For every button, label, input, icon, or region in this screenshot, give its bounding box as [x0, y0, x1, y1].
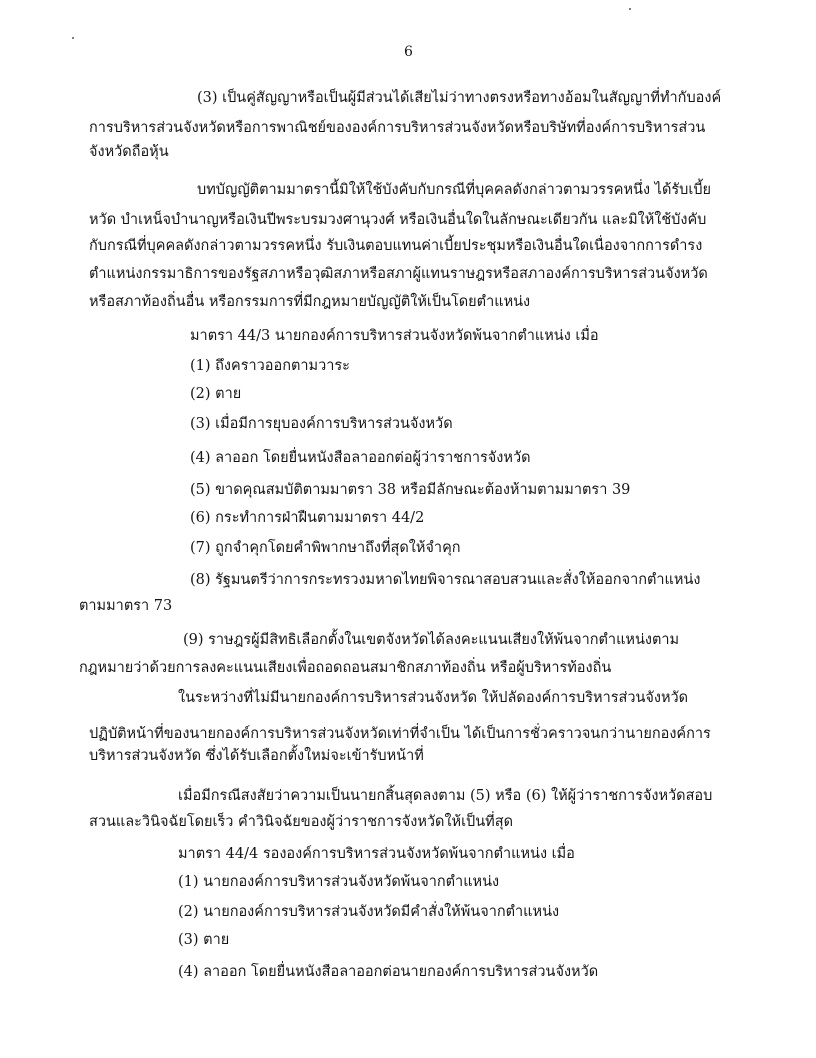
section-44-3-item-8: (8) รัฐมนตรีว่าการกระทรวงมหาดไทยพิจารณาสอบสวนและสั่งให้ออกจากตำแหน่ง [190, 572, 701, 588]
section-44-3-heading: มาตรา 44/3 นายกองค์การบริหารส่วนจังหวัดพ้นจากตำแหน่ง เมื่อ [190, 328, 599, 344]
section-44-3-item-8-continued: ตามมาตรา 73 [79, 598, 173, 614]
section-44-3-item-1: (1) ถึงคราวออกตามวาระ [190, 358, 350, 374]
clause-3-line-2: การบริหารส่วนจังหวัดหรือการพาณิชย์ขององค์การบริหารส่วนจังหวัดหรือบริษัทที่องค์การบริหารส่วน [89, 120, 706, 136]
section-44-3-item-7: (7) ถูกจำคุกโดยคำพิพากษาถึงที่สุดให้จำคุก [190, 540, 461, 556]
exception-paragraph-line-4: ตำแหน่งกรรมาธิการของรัฐสภาหรือวุฒิสภาหรือสภาผู้แทนราษฎรหรือสภาองค์การบริหารส่วนจังหวัด [89, 266, 708, 282]
exception-paragraph-line-2: หวัด บำเหน็จบำนาญหรือเงินปีพระบรมวงศานุวงศ์ หรือเงินอื่นใดในลักษณะเดียวกัน และมิให้ใช้บังคับ [89, 212, 707, 228]
section-44-3-item-9-continued: กฎหมายว่าด้วยการลงคะแนนเสียงเพื่อถอดถอนสมาชิกสภาท้องถิ่น หรือผู้บริหารท้องถิ่น [79, 660, 612, 676]
section-44-3-item-5: (5) ขาดคุณสมบัติตามมาตรา 38 หรือมีลักษณะต้องห้ามตามมาตรา 39 [190, 482, 631, 498]
doubt-paragraph-line-1: เมื่อมีกรณีสงสัยว่าความเป็นนายกสิ้นสุดลงตาม (5) หรือ (6) ให้ผู้ว่าราชการจังหวัดสอบ [178, 788, 713, 804]
scan-speck [629, 8, 631, 10]
interim-paragraph-line-1: ในระหว่างที่ไม่มีนายกองค์การบริหารส่วนจังหวัด ให้ปลัดองค์การบริหารส่วนจังหวัด [178, 690, 689, 706]
clause-3-line-1: (3) เป็นคู่สัญญาหรือเป็นผู้มีส่วนได้เสียไม่ว่าทางตรงหรือทางอ้อมในสัญญาที่ทำกับองค์ [197, 90, 722, 106]
section-44-4-item-3: (3) ตาย [178, 932, 230, 948]
section-44-4-item-4: (4) ลาออก โดยยื่นหนังสือลาออกต่อนายกองค์การบริหารส่วนจังหวัด [178, 964, 599, 980]
doubt-paragraph-line-2: สวนและวินิจฉัยโดยเร็ว คำวินิจฉัยของผู้ว่าราชการจังหวัดให้เป็นที่สุด [89, 814, 513, 830]
section-44-3-item-6: (6) กระทำการฝ่าฝืนตามมาตรา 44/2 [190, 510, 425, 526]
page-number: 6 [404, 44, 413, 60]
section-44-3-item-9: (9) ราษฎรผู้มีสิทธิเลือกตั้งในเขตจังหวัดได้ลงคะแนนเสียงให้พ้นจากตำแหน่งตาม [183, 632, 680, 648]
clause-3-line-3: จังหวัดถือหุ้น [89, 144, 169, 160]
section-44-3-item-2: (2) ตาย [190, 386, 242, 402]
interim-paragraph-line-3: บริหารส่วนจังหวัด ซึ่งได้รับเลือกตั้งใหม่จะเข้ารับหน้าที่ [89, 748, 424, 764]
scan-speck [72, 37, 74, 39]
section-44-3-item-3: (3) เมื่อมีการยุบองค์การบริหารส่วนจังหวัด [190, 416, 453, 432]
exception-paragraph-line-5: หรือสภาท้องถิ่นอื่น หรือกรรมการที่มีกฎหมายบัญญัติให้เป็นโดยตำแหน่ง [89, 294, 531, 310]
section-44-4-item-1: (1) นายกองค์การบริหารส่วนจังหวัดพ้นจากตำแหน่ง [178, 874, 500, 890]
exception-paragraph-line-1: บทบัญญัติตามมาตรานี้มิให้ใช้บังคับกับกรณีที่บุคคลดังกล่าวตามวรรคหนึ่ง ได้รับเบี้ย [197, 182, 712, 198]
exception-paragraph-line-3: กับกรณีที่บุคคลดังกล่าวตามวรรคหนึ่ง รับเงินตอบแทนค่าเบี้ยประชุมหรือเงินอื่นใดเนื่องจากการดำรง [89, 238, 703, 254]
section-44-4-heading: มาตรา 44/4 รององค์การบริหารส่วนจังหวัดพ้นจากตำแหน่ง เมื่อ [178, 846, 575, 862]
section-44-4-item-2: (2) นายกองค์การบริหารส่วนจังหวัดมีคำสั่งให้พ้นจากตำแหน่ง [178, 904, 560, 920]
interim-paragraph-line-2: ปฏิบัติหน้าที่ของนายกองค์การบริหารส่วนจังหวัดเท่าที่จำเป็น ได้เป็นการชั่วคราวจนกว่านายกองค์การ [89, 726, 711, 742]
section-44-3-item-4: (4) ลาออก โดยยื่นหนังสือลาออกต่อผู้ว่าราชการจังหวัด [190, 450, 531, 466]
